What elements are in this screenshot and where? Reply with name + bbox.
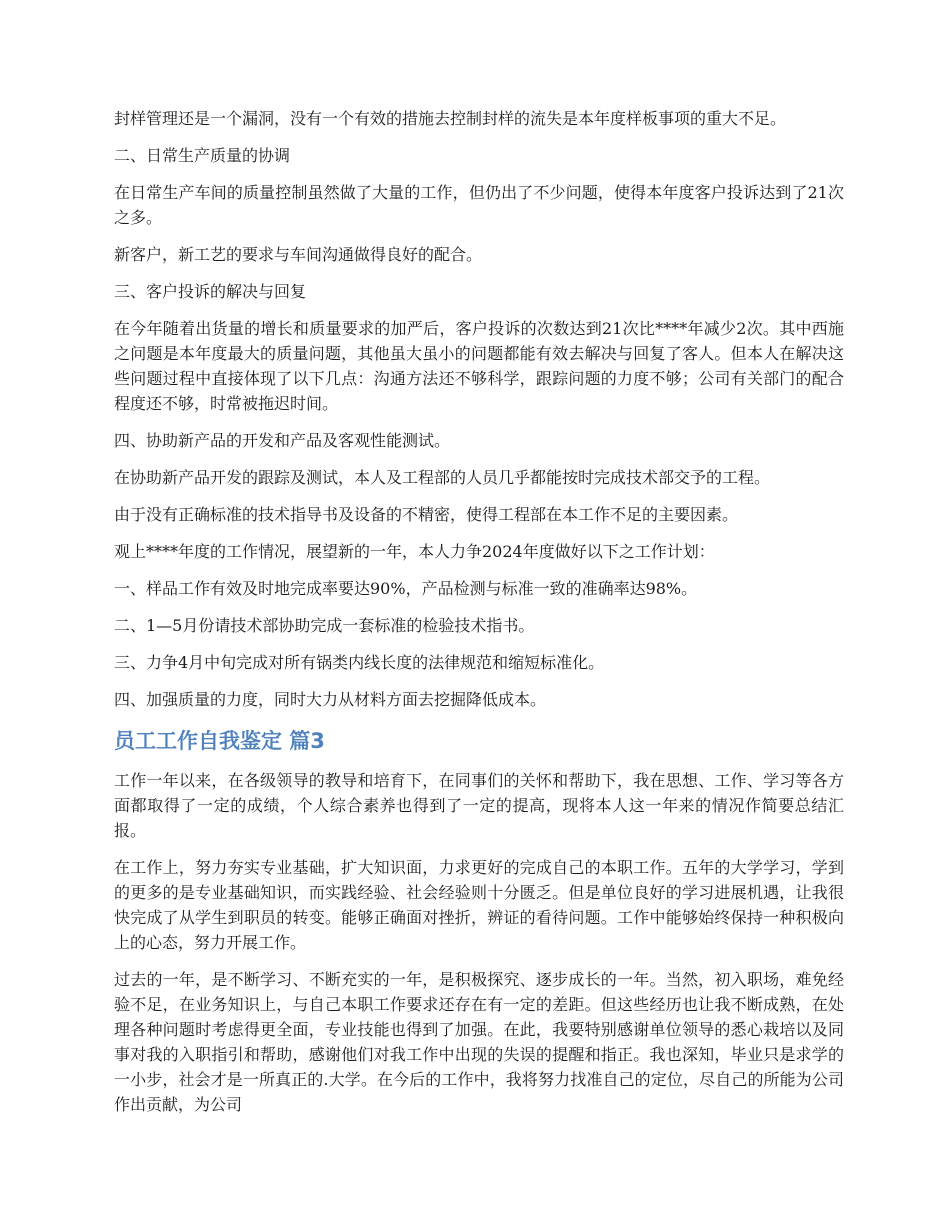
plan-item: 一、样品工作有效及时地完成率要达90%，产品检测与标准一致的准确率达98%。 xyxy=(114,579,698,598)
paragraph: 过去的一年，是不断学习、不断充实的一年，是积极探究、逐步成长的一年。当然，初入职场，难免经验不足，在业务知识上，与自己本职工作要求还存在有一定的差距。但这些经历也让我不断成熟，在处理各种问题时考虑得更全面，专业技能也得到了加强。在此，我要特别感谢单位领导的悉心栽培以及同事对我的入职指引和帮助，感谢他们对我工作中出现的失误的提醒和指正。我也深知，毕业只是求学的一小步，社会才是一所真正的.大学。在今后的工作中，我将努力找准自己的定位，尽自己的所能为公司作出贡献，为公司 xyxy=(114,970,844,1114)
paragraph: 在今年随着出货量的增长和质量要求的加严后，客户投诉的次数达到21次比****年减少2次。其中西施之问题是本年度最大的质量问题，其他虽大虽小的问题都能有效去解决与回复了客人。但本人在解决这些问题过程中直接体现了以下几点：沟通方法还不够科学，跟踪问题的力度不够；公司有关部门的配合程度还不够，时常被拖迟时间。 xyxy=(114,319,844,413)
paragraph: 在工作上，努力夯实专业基础，扩大知识面，力求更好的完成自己的本职工作。五年的大学学习，学到的更多的是专业基础知识，而实践经验、社会经验则十分匮乏。但是单位良好的学习进展机遇，让我很快完成了从学生到职员的转变。能够正确面对挫折，辨证的看待问题。工作中能够始终保持一种积极向上的心态，努力开展工作。 xyxy=(114,858,844,952)
paragraph: 观上****年度的工作情况，展望新的一年，本人力争2024年度做好以下之工作计划： xyxy=(114,542,715,561)
paragraph: 由于没有正确标准的技术指导书及设备的不精密，使得工程部在本工作不足的主要因素。 xyxy=(114,505,739,524)
paragraph: 封样管理还是一个漏洞，没有一个有效的措施去控制封样的流失是本年度样板事项的重大不足。 xyxy=(114,109,787,128)
section-item-heading: 二、日常生产质量的协调 xyxy=(114,146,291,165)
section-item-heading: 四、协助新产品的开发和产品及客观性能测试。 xyxy=(114,431,451,450)
paragraph: 在日常生产车间的质量控制虽然做了大量的工作，但仍出了不少问题，使得本年度客户投诉达到了21次之多。 xyxy=(114,183,844,227)
plan-item: 二、1—5月份请技术部协助完成一套标准的检验技术指书。 xyxy=(114,616,535,635)
plan-item: 四、加强质量的力度，同时大力从材料方面去挖掘降低成本。 xyxy=(114,690,547,709)
paragraph: 工作一年以来，在各级领导的教导和培育下，在同事们的关怀和帮助下，我在思想、工作、学习等各方面都取得了一定的成绩，个人综合素养也得到了一定的提高，现将本人这一年来的情况作简要总结汇报。 xyxy=(114,771,844,840)
plan-item: 三、力争4月中旬完成对所有锅类内线长度的法律规范和缩短标准化。 xyxy=(114,653,605,672)
paragraph: 在协助新产品开发的跟踪及测试，本人及工程部的人员几乎都能按时完成技术部交予的工程。 xyxy=(114,468,771,487)
document-page xyxy=(114,106,844,1129)
section-item-heading: 三、客户投诉的解决与回复 xyxy=(114,282,307,301)
paragraph: 新客户，新工艺的要求与车间沟通做得良好的配合。 xyxy=(114,245,483,264)
section-heading: 员工工作自我鉴定 篇3 xyxy=(114,729,325,753)
